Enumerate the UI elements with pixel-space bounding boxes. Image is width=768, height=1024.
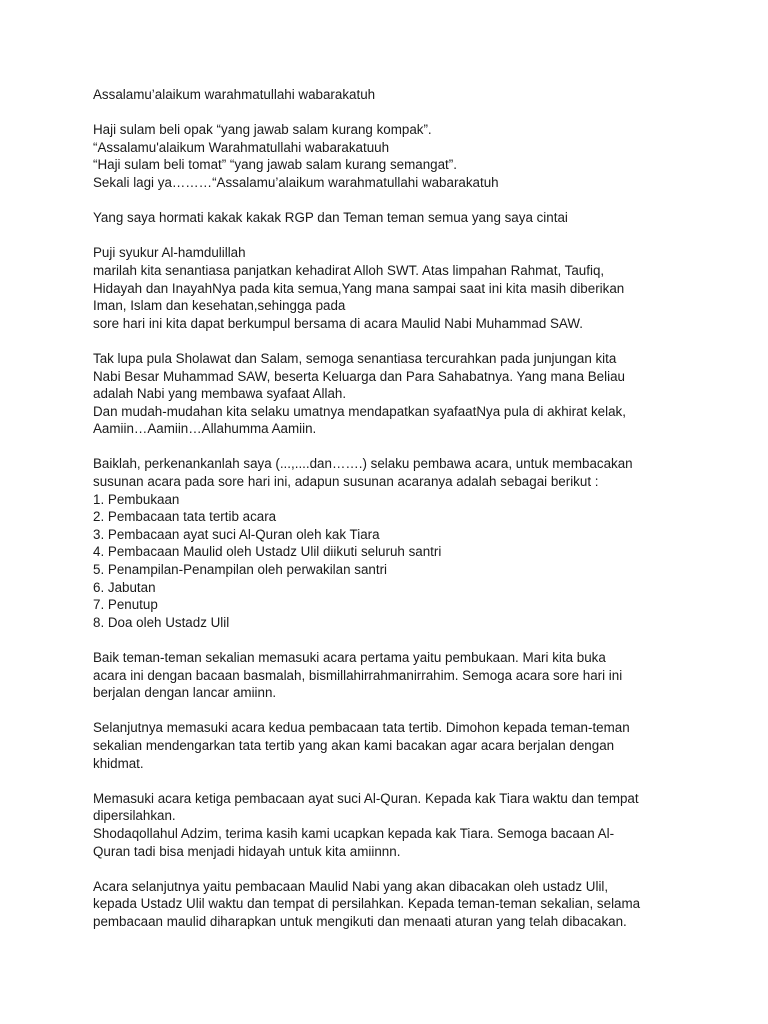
paragraph (93, 244, 693, 332)
text-line: marilah kita senantiasa panjatkan kehadirat Alloh SWT. Atas limpahan Rahmat, Taufiq, (93, 262, 605, 278)
text-line: 2. Pembacaan tata tertib acara (93, 509, 277, 525)
paragraph (93, 350, 693, 438)
text-line: Puji syukur Al-hamdulillah (93, 245, 246, 261)
paragraph (93, 878, 693, 931)
paragraph (93, 209, 693, 227)
text-line: khidmat. (93, 755, 144, 771)
text-line: Aamiin…Aamiin…Allahumma Aamiin. (93, 421, 317, 437)
text-line: 1. Pembukaan (93, 491, 180, 507)
text-line: Iman, Islam dan kesehatan,sehingga pada (93, 298, 346, 314)
text-line: sore hari ini kita dapat berkumpul bersama di acara Maulid Nabi Muhammad SAW. (93, 315, 583, 331)
text-line: Yang saya hormati kakak kakak RGP dan Teman teman semua yang saya cintai (93, 210, 568, 226)
text-line: Selanjutnya memasuki acara kedua pembacaan tata tertib. Dimohon kepada teman-teman (93, 720, 630, 736)
text-line: 3. Pembacaan ayat suci Al-Quran oleh kak Tiara (93, 526, 380, 542)
text-line: Memasuki acara ketiga pembacaan ayat suci Al-Quran. Kepada kak Tiara waktu dan tempat (93, 790, 639, 806)
paragraph (93, 790, 693, 860)
paragraph (93, 719, 693, 772)
text-line: Hidayah dan InayahNya pada kita semua,Yang mana sampai saat ini kita masih diberikan (93, 280, 625, 296)
paragraph (93, 455, 693, 631)
text-line: 6. Jabutan (93, 579, 156, 595)
text-line: Assalamu’alaikum warahmatullahi wabarakatuh (93, 87, 376, 102)
text-line: Nabi Besar Muhammad SAW, beserta Keluarga dan Para Sahabatnya. Yang mana Beliau (93, 368, 625, 384)
paragraph (93, 649, 693, 702)
text-line: dipersilahkan. (93, 808, 176, 824)
document-body (93, 86, 693, 948)
text-line: 8. Doa oleh Ustadz Ulil (93, 614, 230, 630)
text-line: pembacaan maulid diharapkan untuk mengikuti dan menaati aturan yang telah dibacakan. (93, 913, 627, 929)
paragraph (93, 121, 693, 191)
text-line: susunan acara pada sore hari ini, adapun susunan acaranya adalah sebagai berikut : (93, 474, 599, 490)
text-line: berjalan dengan lancar amiinn. (93, 685, 277, 701)
text-line: adalah Nabi yang membawa syafaat Allah. (93, 386, 347, 402)
text-line: Quran tadi bisa menjadi hidayah untuk kita amiinnn. (93, 843, 401, 859)
text-line: Tak lupa pula Sholawat dan Salam, semoga senantiasa tercurahkan pada junjungan kita (93, 350, 617, 366)
text-line: “Assalamu'alaikum Warahmatullahi wabarakatuuh (93, 139, 390, 155)
text-line: Baiklah, perkenankanlah saya (...,....dan…….) selaku pembawa acara, untuk membacakan (93, 456, 633, 472)
text-line: Acara selanjutnya yaitu pembacaan Maulid Nabi yang akan dibacakan oleh ustadz Ulil, (93, 878, 609, 894)
text-line: sekalian mendengarkan tata tertib yang akan kami bacakan agar acara berjalan dengan (93, 737, 615, 753)
text-line: Baik teman-teman sekalian memasuki acara pertama yaitu pembukaan. Mari kita buka (93, 650, 606, 665)
text-line: acara ini dengan bacaan basmalah, bismillahirrahmanirrahim. Semoga acara sore hari ini (93, 667, 623, 683)
text-line: 5. Penampilan-Penampilan oleh perwakilan santri (93, 562, 388, 578)
paragraph (93, 86, 693, 104)
text-line: Dan mudah-mudahan kita selaku umatnya mendapatkan syafaatNya pula di akhirat kelak, (93, 403, 626, 419)
text-line: 4. Pembacaan Maulid oleh Ustadz Ulil diikuti seluruh santri (93, 544, 442, 560)
text-line: 7. Penutup (93, 597, 158, 613)
text-line: Haji sulam beli opak “yang jawab salam kurang kompak”. (93, 122, 432, 138)
text-line: kepada Ustadz Ulil waktu dan tempat di persilahkan. Kepada teman-teman sekalian, selama (93, 896, 641, 912)
text-line: Sekali lagi ya………“Assalamu’alaikum warahmatullahi wabarakatuh (93, 174, 499, 190)
text-line: “Haji sulam beli tomat” “yang jawab salam kurang semangat”. (93, 157, 457, 173)
text-line: Shodaqollahul Adzim, terima kasih kami ucapkan kepada kak Tiara. Semoga bacaan Al- (93, 825, 615, 841)
